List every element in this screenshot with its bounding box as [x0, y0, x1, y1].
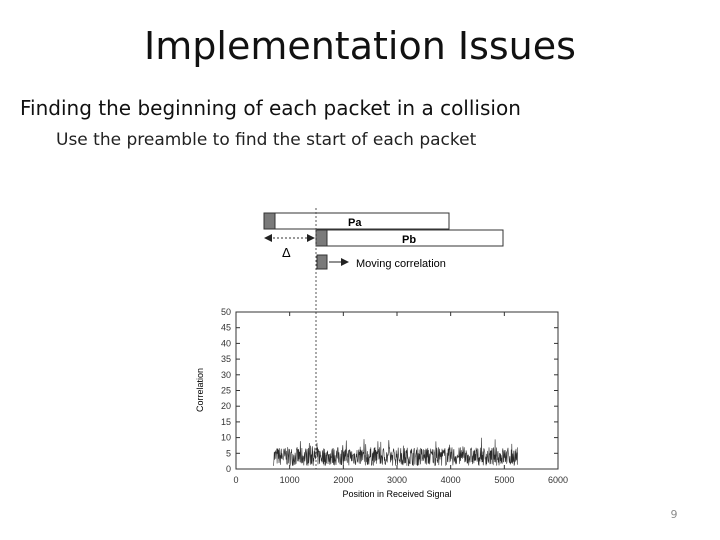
slide-title: Implementation Issues	[144, 24, 576, 68]
x-tick-label: 5000	[494, 475, 515, 485]
y-tick-label: 5	[225, 448, 231, 459]
x-tick-label: 3000	[386, 475, 408, 485]
y-tick-label: 40	[220, 338, 231, 349]
y-tick-label: 20	[220, 401, 231, 412]
moving-label: Moving correlation	[356, 258, 446, 270]
y-tick-label: 30	[220, 369, 231, 380]
y-tick-label: 45	[220, 322, 231, 333]
bullet-level-2: Use the preamble to find the start of each packet	[56, 130, 477, 150]
x-tick-label: 1000	[279, 475, 300, 485]
x-tick-label: 2000	[333, 475, 354, 485]
y-tick-label: 35	[220, 354, 231, 365]
x-tick-label: 4000	[440, 475, 461, 485]
y-tick-label: 15	[220, 416, 231, 427]
packet-b-label: Pb	[402, 234, 417, 246]
figure-svg	[188, 204, 580, 504]
packet-a-label: Pa	[348, 217, 362, 229]
x-axis-label: Position in Received Signal	[342, 489, 452, 499]
y-tick-label: 50	[220, 307, 231, 317]
x-tick-label: 0	[233, 475, 239, 485]
y-tick-label: 25	[220, 385, 231, 396]
moving-window	[317, 255, 327, 269]
correlation-chart	[195, 307, 568, 499]
y-tick-label: 10	[220, 432, 231, 443]
y-tick-label: 0	[225, 464, 231, 474]
x-tick-label: 6000	[547, 475, 569, 485]
y-axis-label: Correlation	[195, 367, 205, 413]
correlation-series	[274, 438, 518, 466]
correlation-figure	[188, 204, 580, 504]
plot-frame	[236, 312, 558, 469]
offset-label: Δ	[282, 245, 291, 260]
page-number: 9	[670, 508, 678, 521]
bullet-level-1: Finding the beginning of each packet in a collision	[20, 96, 521, 120]
packet-b-preamble	[316, 230, 327, 246]
packet-a-preamble	[264, 213, 275, 229]
packet-diagram	[264, 208, 503, 469]
